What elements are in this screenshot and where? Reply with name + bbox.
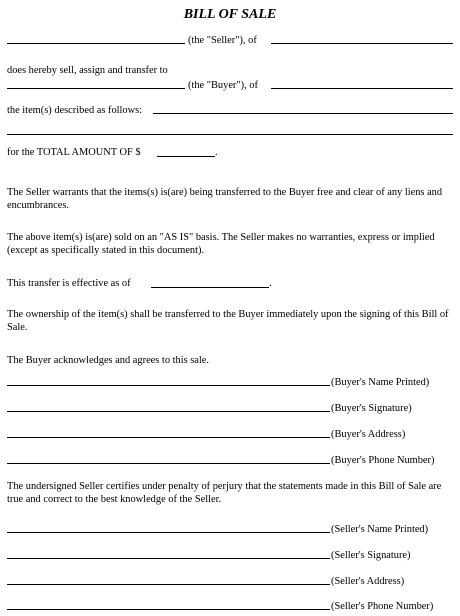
amount-prefix: for the TOTAL AMOUNT OF $ xyxy=(7,147,141,158)
buyer-address-label: (Buyer's Address) xyxy=(331,429,406,440)
buyer-address-line[interactable] xyxy=(271,88,453,89)
seller-signature-line[interactable] xyxy=(7,558,330,559)
seller-name-printed-line[interactable] xyxy=(7,532,330,533)
buyer-name-line[interactable] xyxy=(7,88,185,89)
seller-phone-line[interactable] xyxy=(7,609,330,610)
buyer-acknowledgement: The Buyer acknowledges and agrees to this sale. xyxy=(7,355,209,366)
seller-name-printed-label: (Seller's Name Printed) xyxy=(331,524,429,535)
as-is-paragraph: The above item(s) is(are) sold on an "AS IS" basis. The Seller makes no warranties, express or implied (except as specifically stated in this document). xyxy=(7,232,435,256)
seller-address-label: (Seller's Address) xyxy=(331,576,405,587)
buyer-signature-label: (Buyer's Signature) xyxy=(331,403,412,414)
effective-prefix: This transfer is effective as of xyxy=(7,278,131,289)
ownership-paragraph: The ownership of the item(s) shall be transferred to the Buyer immediately upon the signing of this Bill of Sale. xyxy=(7,309,449,333)
seller-certification-paragraph: The undersigned Seller certifies under penalty of perjury that the statements made in this Bill of Sale are true and correct to the best knowledge of the Seller. xyxy=(7,481,442,505)
buyer-name-printed-label: (Buyer's Name Printed) xyxy=(331,377,430,388)
effective-date-line[interactable] xyxy=(151,287,269,288)
amount-suffix: . xyxy=(215,147,218,158)
buyer-name-printed-line[interactable] xyxy=(7,385,330,386)
seller-name-line[interactable] xyxy=(7,43,185,44)
sell-intro-text: does hereby sell, assign and transfer to xyxy=(7,65,168,76)
items-label: the item(s) described as follows: xyxy=(7,105,143,116)
buyer-phone-label: (Buyer's Phone Number) xyxy=(331,455,435,466)
seller-signature-label: (Seller's Signature) xyxy=(331,550,411,561)
seller-address-field-line[interactable] xyxy=(7,584,330,585)
seller-phone-label: (Seller's Phone Number) xyxy=(331,601,434,612)
seller-address-line[interactable] xyxy=(271,43,453,44)
items-description-line-2[interactable] xyxy=(7,134,453,135)
warranty-paragraph: The Seller warrants that the items(s) is(are) being transferred to the Buyer free and clear of any liens and encumbrances. xyxy=(7,187,443,211)
buyer-phone-line[interactable] xyxy=(7,463,330,464)
effective-suffix: . xyxy=(269,278,272,289)
document-title: BILL OF SALE xyxy=(183,7,277,22)
total-amount-line[interactable] xyxy=(157,156,215,157)
buyer-signature-line[interactable] xyxy=(7,411,330,412)
buyer-label: (the "Buyer"), of xyxy=(188,80,258,91)
seller-label: (the "Seller"), of xyxy=(188,35,257,46)
buyer-address-field-line[interactable] xyxy=(7,437,330,438)
items-description-line-1[interactable] xyxy=(153,113,453,114)
